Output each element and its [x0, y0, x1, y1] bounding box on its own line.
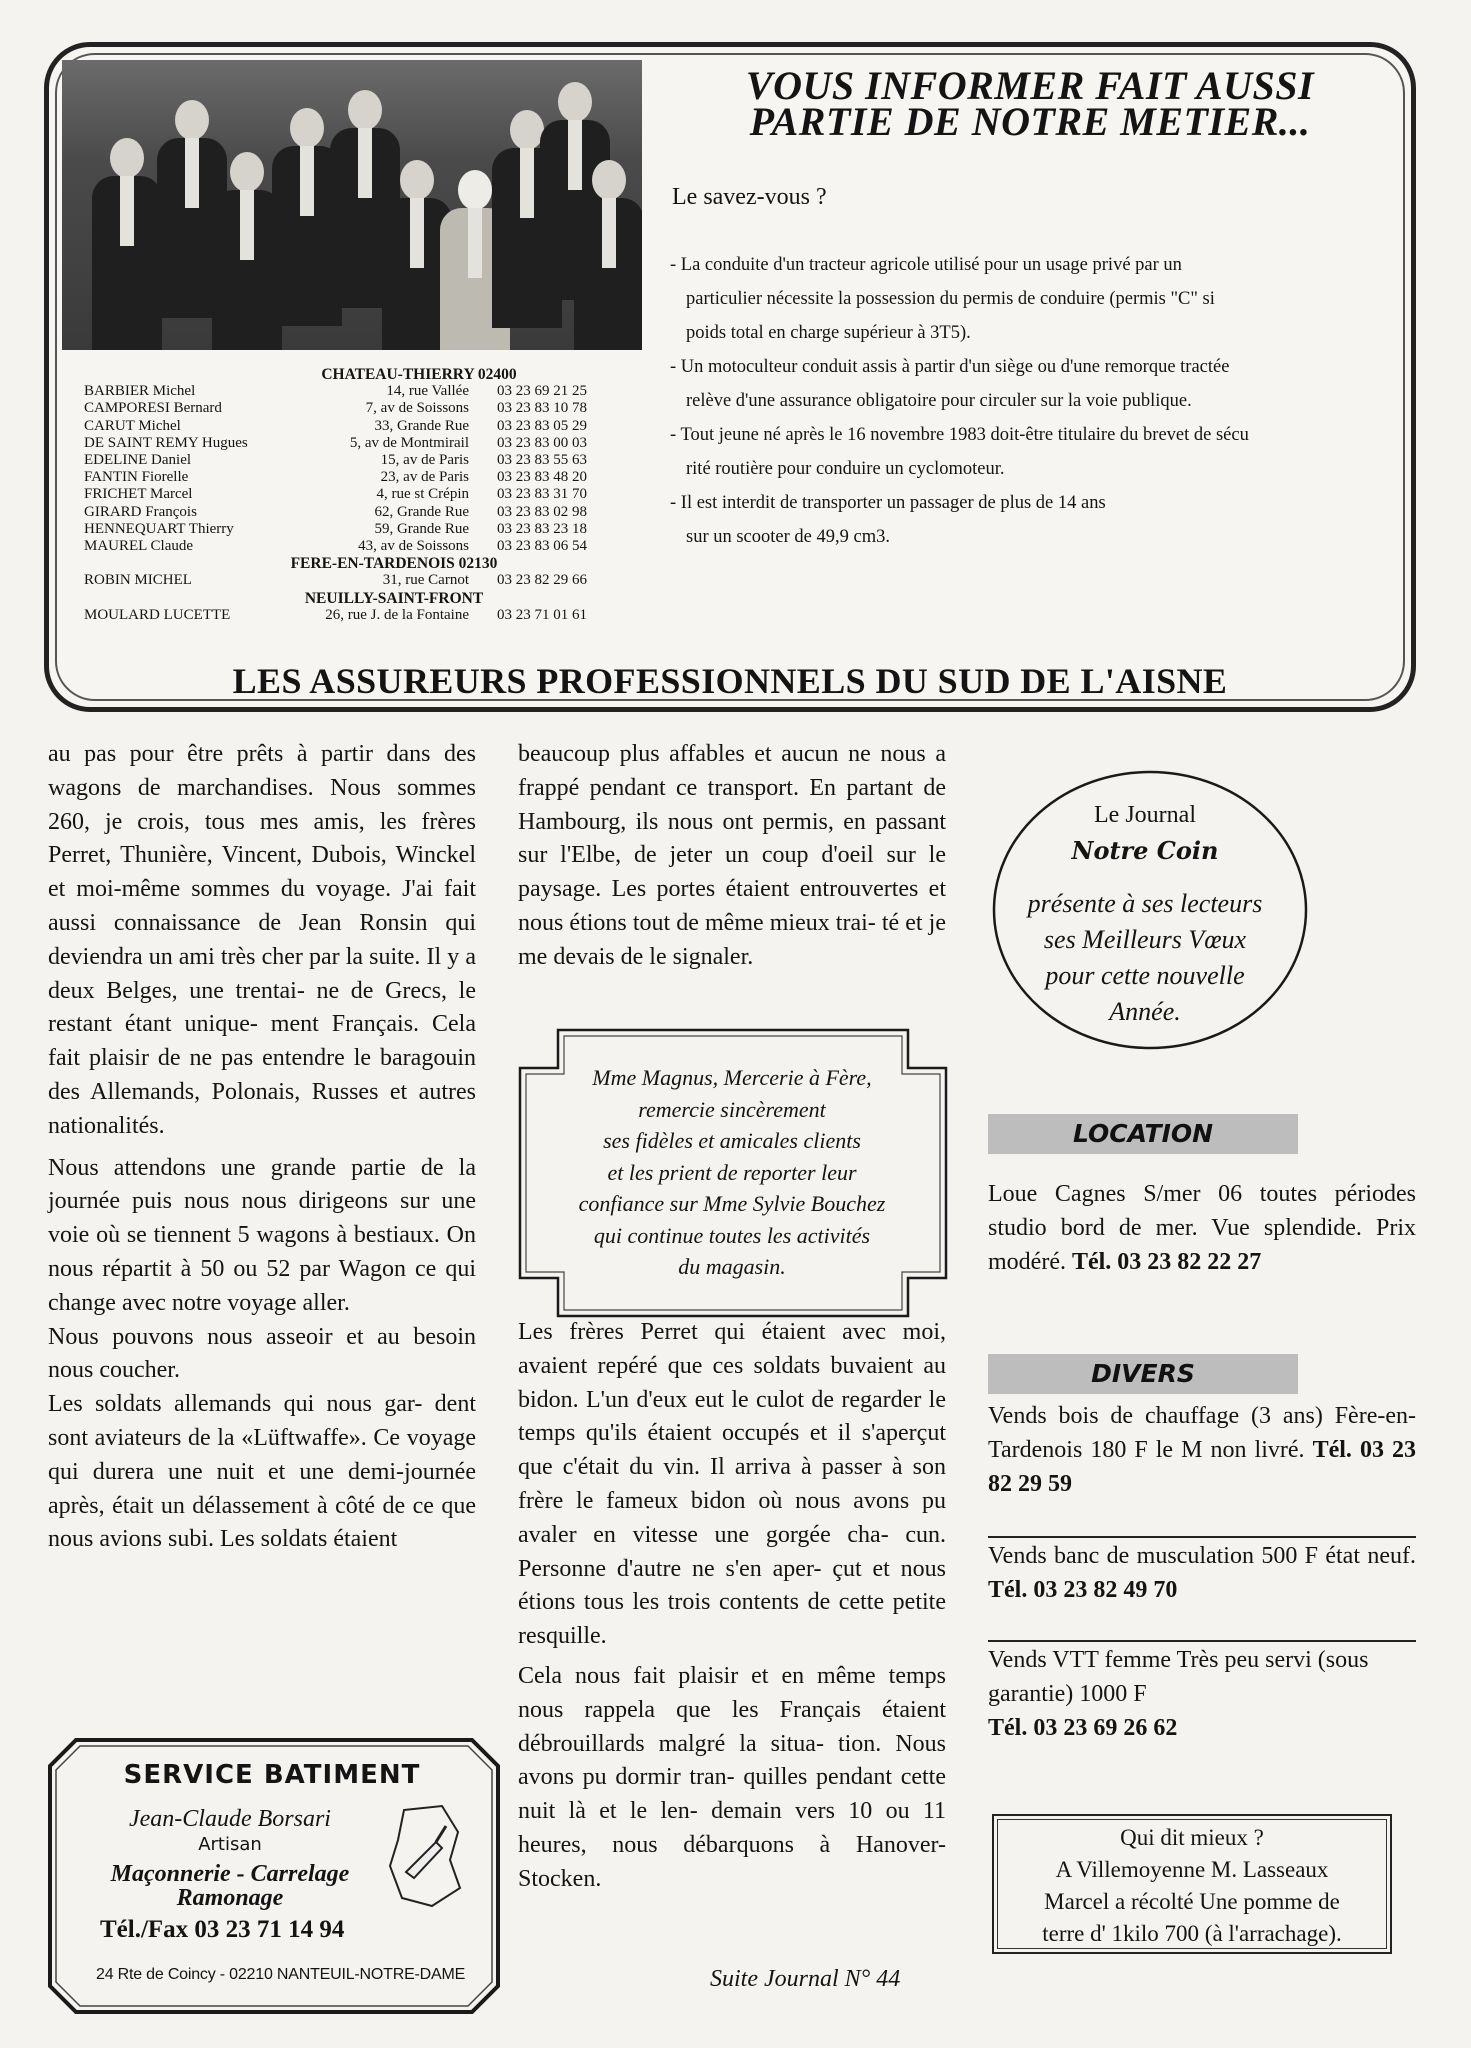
divider — [988, 1536, 1416, 1538]
divers-header: DIVERS — [988, 1354, 1298, 1394]
article-column-2 — [518, 738, 946, 975]
agent-row — [84, 538, 644, 555]
agent-addr: 43, av de Soissons — [358, 538, 469, 555]
agent-name: FRICHET Marcel — [84, 486, 193, 503]
agent-name: HENNEQUART Thierry — [84, 520, 234, 537]
agent-name: MAUREL Claude — [84, 538, 194, 555]
agent-row — [84, 418, 644, 435]
agent-row: MOULARD LUCETTE 26, rue J. de la Fontaine 03 23 71 01 61 — [84, 606, 587, 623]
agent-addr: 33, Grande Rue — [374, 417, 469, 434]
agent-tel: 03 23 83 31 70 — [497, 486, 587, 503]
agent-addr: 4, rue st Crépin — [376, 486, 469, 503]
article-column-1 — [48, 738, 476, 1557]
agent-name: BARBIER Michel — [84, 383, 196, 400]
divers-ad: Vends banc de musculation 500 F état neuf. Tél. 03 23 82 49 70 — [988, 1543, 1416, 1603]
agent-name: FANTIN Fiorelle — [84, 469, 189, 486]
advert-headline: VOUS INFORMER FAIT AUSSI PARTIE DE NOTRE METIER... — [745, 63, 1315, 144]
agent-row — [84, 469, 644, 486]
article-paragraph: Nous attendons une grande partie de la journée puis nous nous dirigeons sur une voie où se tiennent 5 wagons à bestiaux. On nous répartit à 50 ou 52 par Wagon ce qui change avec notre voyage aller. — [48, 1154, 476, 1316]
agent-row: ROBIN MICHEL 31, rue Carnot 03 23 82 29 66 — [84, 572, 587, 589]
agent-row — [84, 452, 644, 469]
location-ad: Loue Cagnes S/mer 06 toutes périodes studio bord de mer. Vue splendide. Prix modéré. Tél. 03 23 82 22 27 — [988, 1181, 1416, 1275]
agent-name: GIRARD François — [84, 503, 197, 520]
agent-row — [84, 504, 644, 521]
agent-addr: 15, av de Paris — [380, 452, 469, 469]
divers-ad: Vends VTT femme Très peu servi (sous garantie) 1000 F Tél. 03 23 69 26 62 — [988, 1647, 1369, 1741]
article-paragraph: Les frères Perret qui étaient avec moi, avaient repéré que ces soldats buvaient au bidon. L'un d'eux eut le culot de regarder le temps qu'ils étaient occupés et il s'aperçut que c'était du vin. Il arriva à passer à son frère le fameux bidon où nous avons pu avaler en vitesse une gorgée cha- cun. Personne d'autre ne s'en aper- çut et nous étions tous les trois contents de cette petite resquille. — [518, 1319, 946, 1650]
agent-row — [84, 486, 644, 503]
agent-addr: 59, Grande Rue — [374, 520, 469, 537]
magnus-notice: Mme Magnus, Mercerie à Fère, remercie sincèrement ses fidèles et amicales clients et les prient de reporter leur confiance sur Mme Sylvie Bouchez qui continue toutes les activités du magasin. — [578, 1065, 886, 1279]
agent-tel: 03 23 83 05 29 — [497, 417, 587, 434]
agent-addr: 23, av de Paris — [380, 469, 469, 486]
town-heading: FERE-EN-TARDENOIS 02130 — [290, 555, 498, 573]
article-paragraph: beaucoup plus affables et aucun ne nous a frappé pendant ce transport. En partant de Hambourg, ils nous ont permis, en passant sur l'Elbe, de jeter un coup d'oeil sur le paysage. Les portes étaient entrouvertes et nous étions tout de même mieux trai- té et je me devais de le signaler. — [518, 741, 946, 970]
agent-addr: 7, av de Soissons — [365, 400, 469, 417]
artisan-name: Jean-Claude Borsari — [129, 1806, 331, 1832]
agent-name: EDELINE Daniel — [84, 452, 192, 469]
agent-name: CAMPORESI Bernard — [84, 400, 222, 417]
insurers-banner: LES ASSUREURS PROFESSIONNELS DU SUD DE L'AISNE — [232, 661, 1228, 701]
qui-dit-mieux-text: Qui dit mieux ? A Villemoyenne M. Lasseaux Marcel a récolté Une pomme de terre d' 1kilo 700 (à l'arrachage). — [1042, 1825, 1342, 1946]
agent-row — [84, 400, 644, 417]
agent-tel: 03 23 83 10 78 — [497, 400, 587, 417]
agent-directory — [84, 366, 644, 624]
article-paragraph: Nous pouvons nous asseoir et au besoin nous coucher. — [48, 1323, 476, 1384]
artisan-phone: Tél./Fax 03 23 71 14 94 — [100, 1916, 345, 1943]
agent-row — [84, 383, 644, 400]
agent-tel: 03 23 83 55 63 — [497, 452, 587, 469]
agent-tel: 03 23 83 02 98 — [497, 503, 587, 520]
agent-addr: 5, av de Montmirail — [349, 434, 469, 451]
journal-title: Notre Coin — [1071, 836, 1219, 865]
agent-addr: 62, Grande Rue — [374, 503, 469, 520]
agent-name: DE SAINT REMY Hugues — [84, 434, 248, 451]
agent-row — [84, 435, 644, 452]
divers-ad: Vends bois de chauffage (3 ans) Fère-en-Tardenois 180 F le M non livré. Tél. 03 23 82 29 59 — [988, 1403, 1417, 1497]
article-paragraph: Les soldats allemands qui nous gar- dent sont aviateurs de la «Lüftwaffe». Ce voyage qui durera une nuit et une demi-journée après, était un délassement à côté de ce que nous avions subi. Les soldats étaient — [48, 1391, 476, 1553]
service-batiment-title: SERVICE BATIMENT — [123, 1760, 421, 1790]
town-heading: NEUILLY-SAINT-FRONT — [304, 589, 484, 607]
voeux-message: présente à ses lecteurs ses Meilleurs Vœux pour cette nouvelle Année. — [1027, 889, 1263, 1026]
agent-addr: 14, rue Vallée — [386, 383, 469, 400]
voeux-journal-label: Le Journal — [1094, 802, 1196, 828]
article-column-2-continued — [518, 1316, 946, 1897]
location-header: LOCATION — [988, 1114, 1298, 1154]
artisan-label: Artisan — [198, 1834, 262, 1855]
agent-name: CARUT Michel — [84, 417, 181, 434]
agent-tel: 03 23 83 48 20 — [497, 469, 587, 486]
trowel-map-icon — [384, 1802, 464, 1912]
agent-tel: 03 23 83 00 03 — [497, 434, 587, 451]
continued-note: Suite Journal N° 44 — [710, 1966, 901, 1992]
agent-row — [84, 521, 644, 538]
trade-list: Maçonnerie - Carrelage Ramonage — [110, 1861, 350, 1911]
agent-tel: 03 23 83 06 54 — [497, 538, 587, 555]
agent-tel: 03 23 83 23 18 — [497, 520, 587, 537]
article-paragraph: Cela nous fait plaisir et en même temps nous rappela que les Français étaient débrouillards malgré la situa- tion. Nous avons pu dormir tran- quilles pendant cette nuit là et le len- demain vers 10 ou 11 heures, nous débarquons à Hanover-Stocken. — [518, 1662, 946, 1892]
agent-tel: 03 23 69 21 25 — [497, 383, 587, 400]
group-photo — [62, 60, 642, 350]
town-heading: CHATEAU-THIERRY 02400 — [321, 366, 517, 383]
divider — [988, 1640, 1416, 1642]
insurance-facts: - La conduite d'un tracteur agricole utilisé pour un usage privé par un particulier nécessite la possession du permis de conduire (permis "C" si poids total en charge supérieur à 3T5). - Un motoculteur conduit assis à partir d'un siège ou d'une remorque tractée relève d'une assurance obligatoire pour circuler sur la voie publique. - Tout jeune né après le 16 novembre 1983 doit-être titulaire du brevet de sécu rité routière pour conduire un cyclomoteur. - Il est interdit de transporter un passager de plus de 14 ans sur un scooter de 49,9 cm3. — [670, 255, 1249, 547]
savez-vous-heading: Le savez-vous ? — [672, 184, 827, 210]
artisan-address: 24 Rte de Coincy - 02210 NANTEUIL-NOTRE-DAME — [96, 1966, 466, 1983]
article-paragraph: au pas pour être prêts à partir dans des wagons de marchandises. Nous sommes 260, je crois, tous mes amis, les frères Perret, Thunière, Vincent, Dubois, Winckel et moi-même sommes du voyage. J'ai fait aussi connaissance de Jean Ronsin qui deviendra un ami très cher par la suite. Il y a deux Belges, une trentai- ne de Grecs, le restant étant unique- ment Français. Cela fait plaisir de ne pas entendre le baragouin des Allemands, Polonais, Russes et autres nationalités. — [48, 741, 476, 1139]
